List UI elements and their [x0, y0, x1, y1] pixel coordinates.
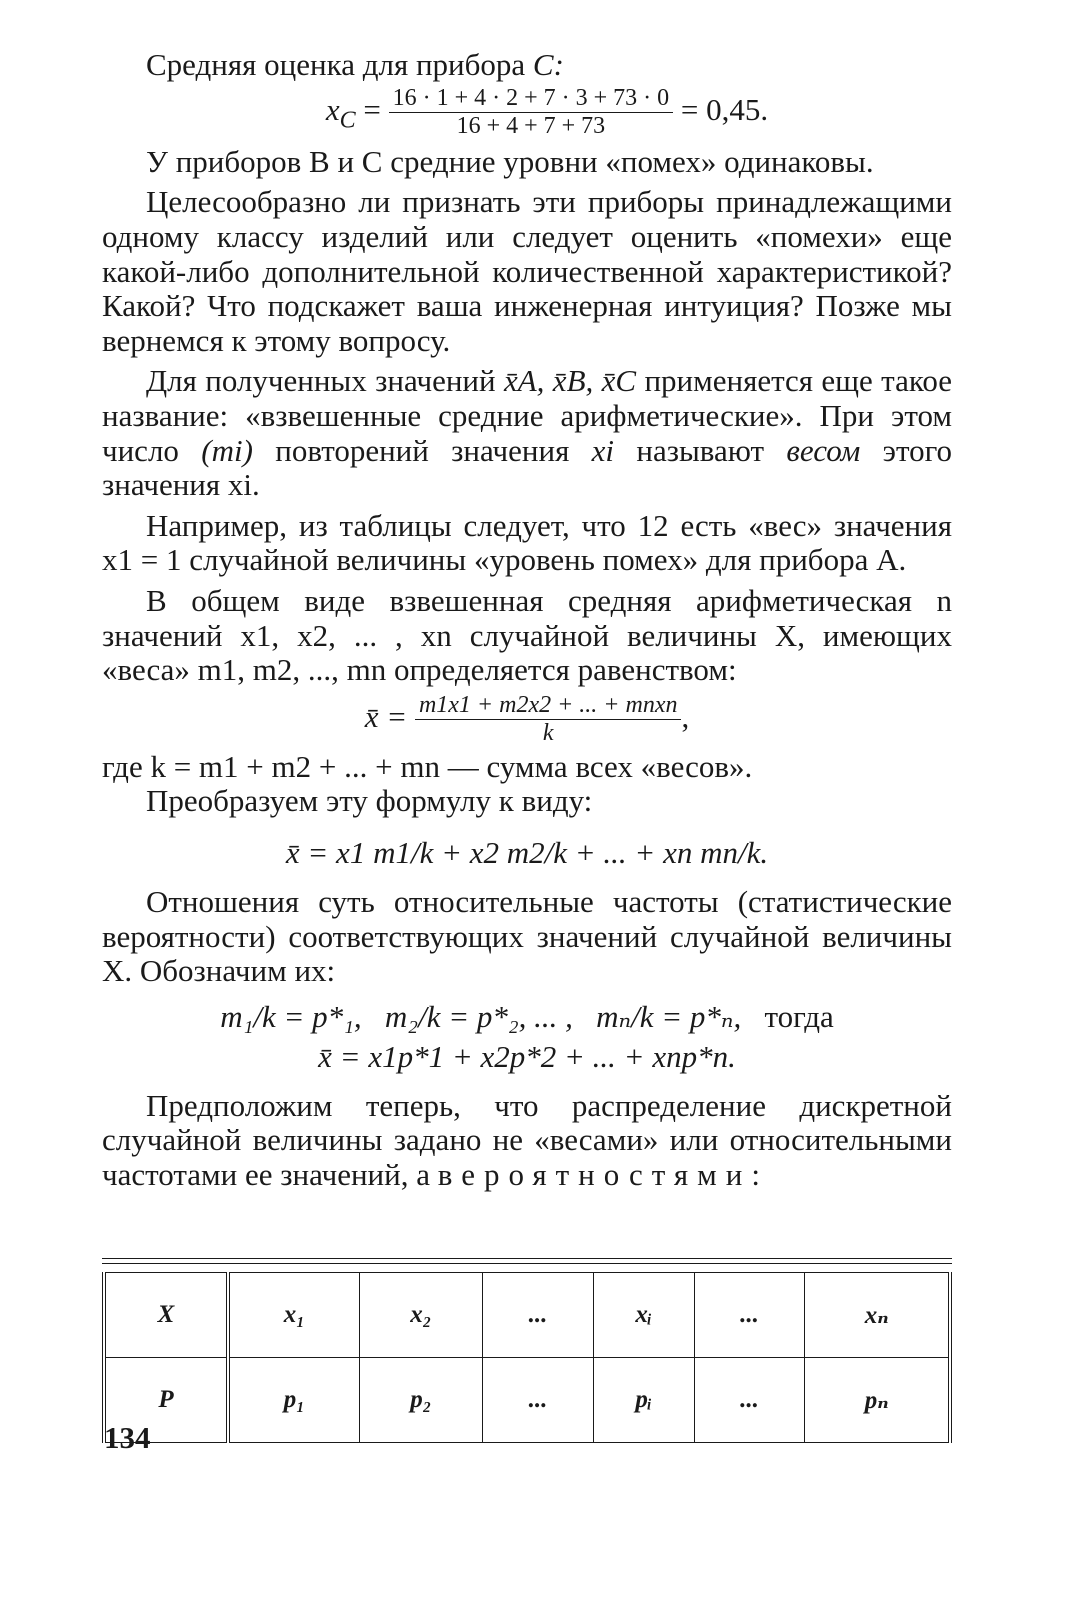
table-cell: ...: [483, 1273, 594, 1358]
table-row: [104, 1358, 950, 1443]
eq1-denominator: 16 + 4 + 7 + 73: [456, 113, 606, 140]
table-cell: ...: [694, 1273, 805, 1358]
equation-prob-mean: x̄ = x1p*1 + x2p*2 + ... + xnp*n.: [318, 1038, 736, 1074]
eq2-numerator: m1x1 + m2x2 + ... + mnxn: [415, 692, 682, 721]
page-body: [102, 48, 952, 1193]
paragraph-2: Целесообразно ли признать эти приборы принадлежащими одному классу изделий или следует оценить «помехи» еще какой-либо дополнительной количественной характеристикой? Какой? Что подскажет ваша инженерная интуиция? Позже мы вернемся к этому вопросу.: [102, 184, 952, 358]
eq1-result: = 0,45.: [680, 91, 769, 127]
equation-xc: $x_C$ = $\frac{16 \cdot 1 + 4 \cdot 2 + 7 \cdot 3 + 73 \cdot 0}{16 + 4 + 7 + 73}$ = 0,45.: [325, 84, 769, 140]
equation-relative-freq: m₁/k = p*₁, m₂/k = p*₂, ... , mₙ/k = p*ₙ, тогда: [220, 998, 834, 1034]
table-cell: pₙ: [805, 1358, 950, 1443]
paragraph-5: В общем виде взвешенная средняя арифметическая n значений x1, x2, ... , xn случайной величины X, имеющих «веса» m1, m2, ..., mn определяется равенством:: [102, 582, 952, 688]
paragraph-9: Предположим теперь, что распределение дискретной случайной величины задано не «весами» или относительными частотами ее значений, а вероятностями:: [102, 1087, 952, 1193]
paragraph-4: Например, из таблицы следует, что 12 есть «вес» значения x1 = 1 случайной величины «уровень помех» для прибора A.: [102, 507, 952, 578]
paragraph-6: где k = m1 + m2 + ... + mn — сумма всех «весов».: [102, 748, 753, 784]
eq2-denominator: k: [542, 720, 554, 747]
paragraph-8: Отношения суть относительные частоты (статистические вероятности) соответствующих значений случайной величины X. Обозначим их:: [102, 884, 953, 989]
table-cell: xᵢ: [593, 1273, 694, 1358]
table-cell: ...: [483, 1358, 594, 1443]
table-row: [104, 1273, 950, 1358]
paragraph-3: Для полученных значений x̄A, x̄B, x̄C применяется еще такое название: «взвешенные средние арифметические». При этом число (mi) повторений значения xi называют весом этого значения xi.: [102, 363, 953, 503]
table-cell: p₂: [359, 1358, 482, 1443]
table-top-rule: [102, 1258, 952, 1264]
table-cell: ...: [694, 1358, 805, 1443]
equation-weighted-mean: x̄ = $\frac{\text{m1x1 + m2x2 + ... + mnxn}}{k}$ ,: [364, 691, 690, 747]
table-cell: x₁: [228, 1273, 359, 1358]
paragraph-7: Преобразуем эту формулу к виду:: [146, 783, 593, 819]
equation-transformed: x̄ = x1 m1/k + x2 m2/k + ... + xn mn/k.: [285, 835, 769, 871]
intro-line: Средняя оценка для прибора C:: [146, 47, 564, 82]
table-cell: X: [104, 1273, 228, 1358]
table-cell: P: [104, 1358, 228, 1443]
paragraph-1: У приборов B и C средние уровни «помех» одинаковы.: [146, 143, 874, 179]
page-number: 134: [104, 1420, 151, 1455]
table-cell: x₂: [359, 1273, 482, 1358]
distribution-table: [102, 1272, 952, 1443]
table-cell: p₁: [228, 1358, 359, 1443]
table-cell: pᵢ: [593, 1358, 694, 1443]
eq1-numerator: 16 · 1 + 4 · 2 + 7 · 3 + 73 · 0: [389, 85, 674, 114]
distribution-table-wrapper: [102, 1258, 952, 1443]
table-cell: xₙ: [805, 1273, 950, 1358]
